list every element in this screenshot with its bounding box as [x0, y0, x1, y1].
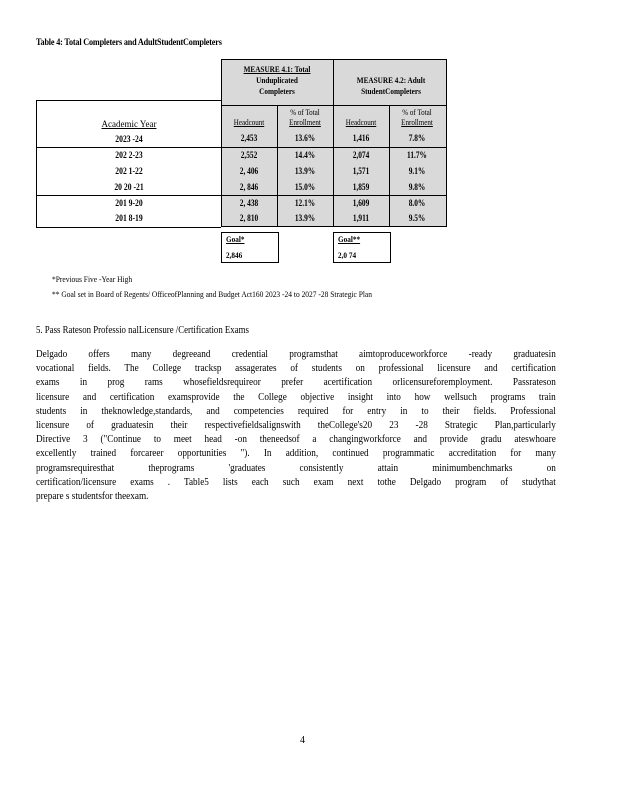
measure1-title: MEASURE 4.1: Total	[243, 64, 311, 74]
body-paragraph	[36, 348, 556, 504]
table-cell-m1-headcount: 2, 406	[239, 166, 259, 176]
col-divider	[277, 105, 278, 226]
measure1-subtitle: Unduplicated	[256, 75, 298, 85]
footnote-2: ** Goal set in Board of Regents/ OfficeofPlanning and Budget Act160 2023 -24 to 2027 -28 Strategic Plan	[52, 289, 373, 299]
section-heading: 5. Pass Rateson Professio nalLicensure /Certification Exams	[36, 325, 249, 336]
col-divider	[333, 60, 334, 226]
pct-label: Enrollment	[289, 118, 321, 127]
measure1-subtitle: Completers	[259, 86, 295, 96]
table-caption: Table 4: Total Completers and AdultStudentCompleters	[36, 38, 222, 48]
table-cell-m1-headcount: 2,552	[240, 150, 258, 160]
goal1-value: 2,846	[226, 250, 243, 260]
col-divider	[389, 105, 390, 226]
table-cell-m2-headcount: 2,074	[352, 150, 370, 160]
paragraph-line: excellently trained forcareer opportunities "). In addition, continued programmatic accreditation for many	[36, 448, 556, 460]
row-divider	[37, 195, 221, 196]
pct-label: % of Total	[402, 108, 432, 117]
paragraph-line: licensure of graduatesin their respectivefieldsalignswith theCollege's20 23 -28 Strategic Plan,particularly	[36, 420, 556, 432]
table-cell-m1-headcount: 2, 846	[239, 182, 259, 192]
table-cell-m1-pct: 12.1%	[294, 198, 316, 208]
measures-table	[221, 59, 447, 227]
table-cell-m2-pct: 11.7%	[407, 150, 427, 160]
paragraph-line: prepare s studentsfor theexam.	[36, 491, 149, 503]
pct-label: % of Total	[290, 108, 320, 117]
academic-year-header-text: Academic Year	[101, 119, 157, 129]
paragraph-line: Delgado offers many degreeand credential programsthat aimtoproduceworkforce -ready graduatesin	[36, 349, 556, 360]
paragraph-line: certification/licensure exams . Table5 lists each such exam next tothe Delgado program of studythat	[36, 476, 556, 488]
table-cell-m1-pct: 13.9%	[294, 166, 316, 176]
measure2-title: MEASURE 4.2: Adult	[356, 75, 426, 85]
table-cell-m1-pct: 14.4%	[294, 150, 316, 160]
goal1-box	[221, 232, 279, 263]
paragraph-line: programsrequiresthat theprograms 'graduates consistently attain minimumbenchmarks on	[36, 462, 556, 474]
table-cell-m1-headcount: 2, 810	[239, 213, 259, 223]
table-cell-m2-headcount: 1,571	[352, 166, 370, 176]
paragraph-line: Directive 3 ("Continue to meet head -on theneedsof a changingworkforce and provide gradu ateswhoare	[36, 434, 556, 446]
table-cell-m2-headcount: 1,859	[352, 182, 370, 192]
measure2-subtitle: StudentCompleters	[361, 86, 421, 96]
table-cell-m2-pct: 9.5%	[408, 213, 426, 223]
table-cell-m2-pct: 8.0%	[408, 198, 426, 208]
col-header-headcount	[224, 118, 273, 128]
year-cell: 202 1-22	[115, 166, 143, 176]
row-divider	[221, 147, 447, 148]
table-cell-m2-pct: 9.8%	[408, 182, 426, 192]
academic-year-header	[37, 119, 221, 129]
paragraph-line: exams in prog rams whosefieldsrequireor prefer acertification orlicensureforemployment. Passrateson	[36, 377, 556, 389]
paragraph-line: vocational fields. The College tracksp assagerates of students on professional licensure and certification	[36, 363, 556, 375]
col-divider	[446, 60, 447, 226]
headcount-label: Headcount	[233, 118, 265, 127]
table-cell-m2-pct: 9.1%	[408, 166, 426, 176]
year-cell: 201 9-20	[115, 198, 143, 208]
goal1-label: Goal*	[226, 234, 245, 244]
goal2-value: 2,0 74	[338, 250, 357, 260]
header-divider	[221, 105, 447, 106]
goal2-label: Goal**	[338, 234, 361, 244]
year-cell: 201 8-19	[115, 213, 143, 223]
year-cell: 20 20 -21	[114, 182, 144, 192]
measure1-header	[229, 64, 324, 97]
year-cell: 2023 -24	[115, 134, 143, 144]
page-number: 4	[300, 735, 305, 746]
col-header-pct	[280, 108, 329, 128]
year-cell: 202 2-23	[115, 150, 143, 160]
table-cell-m2-headcount: 1,609	[352, 198, 370, 208]
academic-year-column	[36, 100, 221, 228]
headcount-label: Headcount	[345, 118, 377, 127]
table-cell-m1-pct: 13.9%	[294, 213, 316, 223]
table-cell-m1-headcount: 2, 438	[239, 198, 259, 208]
goal2-box	[333, 232, 391, 263]
table-cell-m2-pct: 7.8%	[408, 133, 426, 143]
row-divider	[37, 147, 221, 148]
measure2-header	[343, 75, 438, 97]
col-divider	[221, 60, 222, 226]
pct-label: Enrollment	[401, 118, 433, 127]
paragraph-line: students in theknowledge,standards, and competencies required for entry in to their fields. Professional	[36, 405, 556, 417]
table-cell-m1-pct: 13.6%	[294, 133, 316, 143]
table-cell-m1-headcount: 2,453	[240, 133, 258, 143]
col-header-headcount	[336, 118, 385, 128]
footnote-1: *Previous Five -Year High	[52, 274, 133, 284]
table-cell-m1-pct: 15.0%	[294, 182, 316, 192]
row-divider	[221, 195, 447, 196]
table-cell-m2-headcount: 1,911	[352, 213, 370, 223]
table-cell-m2-headcount: 1,416	[352, 133, 370, 143]
paragraph-line: licensure and certification examsprovide the College objective insight into how wellsuch programs train	[36, 391, 556, 403]
col-header-pct	[392, 108, 441, 128]
